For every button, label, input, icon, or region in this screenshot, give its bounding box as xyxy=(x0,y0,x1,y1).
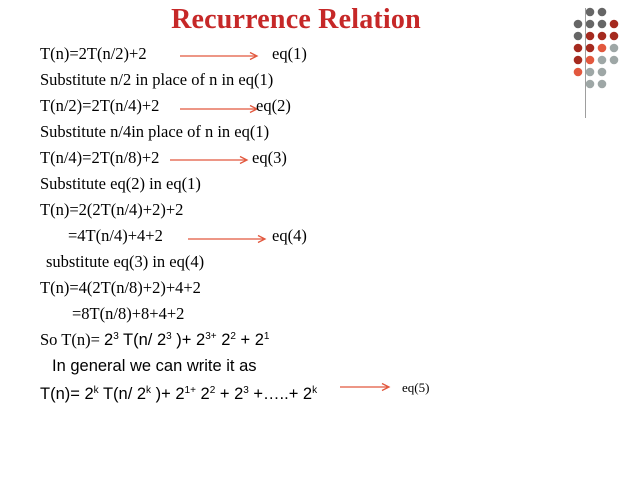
arrow-icon xyxy=(170,155,252,165)
decorative-dot xyxy=(586,20,595,29)
decorative-dot xyxy=(610,32,619,41)
eq-label-5: eq(5) xyxy=(402,380,430,395)
eq-label-2: eq(2) xyxy=(256,96,291,115)
decorative-dot xyxy=(610,44,619,53)
decorative-dot xyxy=(574,44,583,53)
final-line: $T(n)= 2^k$ T(n/ 2$^k$ )+ $2^{1+}$ $2^2 + 2^3$ +…..+ $2^k$ xyxy=(40,385,318,403)
decorative-dot xyxy=(598,56,607,65)
line-1: T(n)=2T(n/2)+2 xyxy=(40,44,147,63)
decorative-dots-icon xyxy=(560,6,638,116)
arrow-icon xyxy=(340,382,394,392)
line-5: T(n/4)=2T(n/8)+2 xyxy=(40,148,160,167)
slide-title: Recurrence Relation xyxy=(171,4,421,35)
arrow-icon xyxy=(188,234,270,244)
eq-label-4: eq(4) xyxy=(272,226,307,245)
decorative-divider xyxy=(585,8,586,118)
line-11: =8T(n/8)+8+4+2 xyxy=(72,304,185,323)
so-line xyxy=(40,330,269,350)
decorative-dot xyxy=(586,8,595,17)
decorative-dot xyxy=(586,44,595,53)
line-9: substitute eq(3) in eq(4) xyxy=(46,252,205,271)
decorative-dot xyxy=(586,80,595,89)
line-8: =4T(n/4)+4+2 xyxy=(68,226,163,245)
decorative-dot xyxy=(574,20,583,29)
eq-label-3: eq(3) xyxy=(252,148,287,167)
general-line: In general we can write it as xyxy=(52,357,257,375)
line-2: Substitute n/2 in place of n in eq(1) xyxy=(40,70,274,89)
decorative-dot xyxy=(574,56,583,65)
line-4: Substitute n/4in place of n in eq(1) xyxy=(40,122,270,141)
eq-label-1: eq(1) xyxy=(272,44,307,63)
decorative-dot xyxy=(586,68,595,77)
decorative-dot xyxy=(574,32,583,41)
so-prefix: So T(n)= xyxy=(40,330,100,349)
line-3: T(n/2)=2T(n/4)+2 xyxy=(40,96,160,115)
decorative-dot xyxy=(586,32,595,41)
decorative-dot xyxy=(586,56,595,65)
decorative-dot xyxy=(610,56,619,65)
decorative-dot xyxy=(598,8,607,17)
decorative-dot xyxy=(610,20,619,29)
decorative-dot xyxy=(574,68,583,77)
decorative-dot xyxy=(598,20,607,29)
decorative-dot xyxy=(598,44,607,53)
decorative-dot xyxy=(598,80,607,89)
line-10: T(n)=4(2T(n/8)+2)+4+2 xyxy=(40,278,201,297)
decorative-dot xyxy=(598,68,607,77)
line-6: Substitute eq(2) in eq(1) xyxy=(40,174,201,193)
line-7: T(n)=2(2T(n/4)+2)+2 xyxy=(40,200,184,219)
arrow-icon xyxy=(180,51,262,61)
arrow-icon xyxy=(180,104,262,114)
so-expression: $2^3$ T(n/ $2^3$ )+ $2^{3+}$ $2^2 + 2^1$ xyxy=(104,331,270,349)
decorative-dot xyxy=(598,32,607,41)
